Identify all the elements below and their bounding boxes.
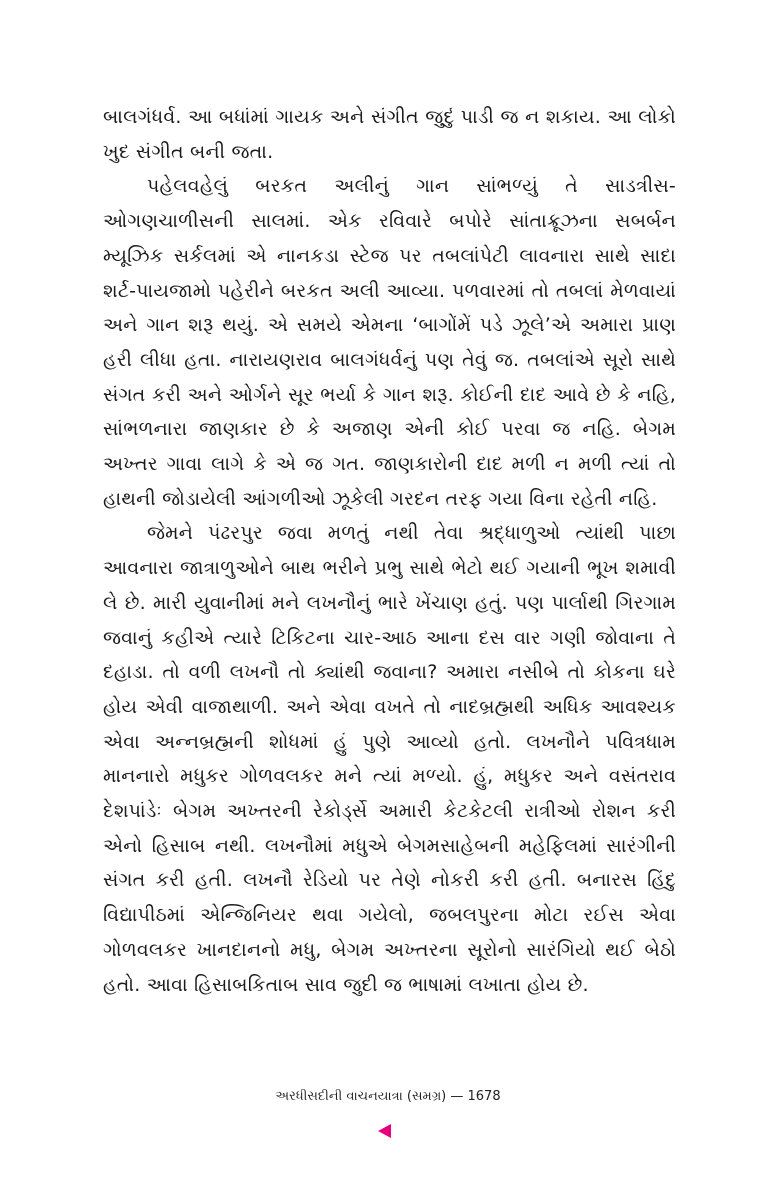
paragraph-3: જેમને પંઢરપુર જવા મળતું નથી તેવા શ્રદ્ધાળુઓ ત્યાંથી પાછા આવનારા જાત્રાળુઓને બાથ ભરીને પ્રભુ સાથે ભેટો થઈ ગયાની ભૂખ શમાવી લે છે. મારી યુવાનીમાં મને લખનૌનું ભારે ખેંચાણ હતું. પણ પાર્લાથી ગિરગામ જવાનું કહીએ ત્યારે ટિકિટના ચાર-આઠ આના દસ વાર ગણી જોવાના તે દહાડા. તો વળી લખનૌ તો ક્યાંથી જવાના? અમારા નસીબે તો કોકના ઘરે હોય એવી વાજાથાળી. અને એવા વખતે તો નાદબ્રહ્મથી અધિક આવશ્યક એવા અન્નબ્રહ્મની શોધમાં હું પુણે આવ્યો હતો. લખનૌને પવિત્રધામ માનનારો મધુકર ગોળવલકર મને ત્યાં મળ્યો. હું, મધુકર અને વસંતરાવ દેશપાંડેઃ બેગમ અખ્તરની રેકોર્ડ્સે અમારી કેટકેટલી રાત્રીઓ રોશન કરી એનો હિસાબ નથી. લખનૌમાં મધુએ બેગમસાહેબની મહેફિલમાં સારંગીની સંગત કરી હતી. લખનૌ રેડિયો પર તેણે નોકરી કરી હતી. બનારસ હિંદુ વિદ્યાપીઠમાં એન્જિનિયર થવા ગયેલો, જબલપુરના મોટા રઈસ એવા ગોળવલકર ખાનદાનનો મધુ, બેગમ અખ્તરના સૂરોનો સારંગિયો થઈ બેઠો હતો. આવા હિસાબકિતાબ સાવ જુદી જ ભાષામાં લખાતા હોય છે.	[103, 522, 676, 996]
previous-page-icon[interactable]	[378, 1124, 391, 1138]
paragraph-1: બાલગંધર્વ. આ બધાંમાં ગાયક અને સંગીત જુદું પાડી જ ન શકાય. આ લોકો ખુદ સંગીત બની જતા.	[103, 106, 676, 163]
page-body	[103, 100, 676, 1002]
page-footer: અરધીસદીની વાચનયાત્રા (સમગ્ર) — 1678	[275, 1089, 501, 1104]
paragraph-2: પહેલવહેલું બરકત અલીનું ગાન સાંભળ્યું તે સાડત્રીસ-ઓગણચાળીસની સાલમાં. એક રવિવારે બપોરે સાંતાક્રૂઝના સબર્બન મ્યૂઝિક સર્કલમાં એ નાનકડા સ્ટેજ પર તબલાંપેટી લાવનારા સાથે સાદા શર્ટ-પાયજામો પહેરીને બરકત અલી આવ્યા. પળવારમાં તો તબલાં મેળવાયાં અને ગાન શરૂ થયું. એ સમયે એમના ‘બાગોંમેં પડે ઝૂલે’એ અમારા પ્રાણ હરી લીધા હતા. નારાયણરાવ બાલગંધર્વનું પણ તેવું જ. તબલાંએ સૂરો સાથે સંગત કરી અને ઓર્ગને સૂર ભર્યા કે ગાન શરૂ. કોઈની દાદ આવે છે કે નહિ, સાંભળનારા જાણકાર છે કે અજાણ એની કોઈ પરવા જ નહિ. બેગમ અખ્તર ગાવા લાગે કે એ જ ગત. જાણકારોની દાદ મળી ન મળી ત્યાં તો હાથની જોડાયેલી આંગળીઓ ઝૂકેલી ગરદન તરફ ગયા વિના રહેતી નહિ.	[103, 175, 676, 510]
